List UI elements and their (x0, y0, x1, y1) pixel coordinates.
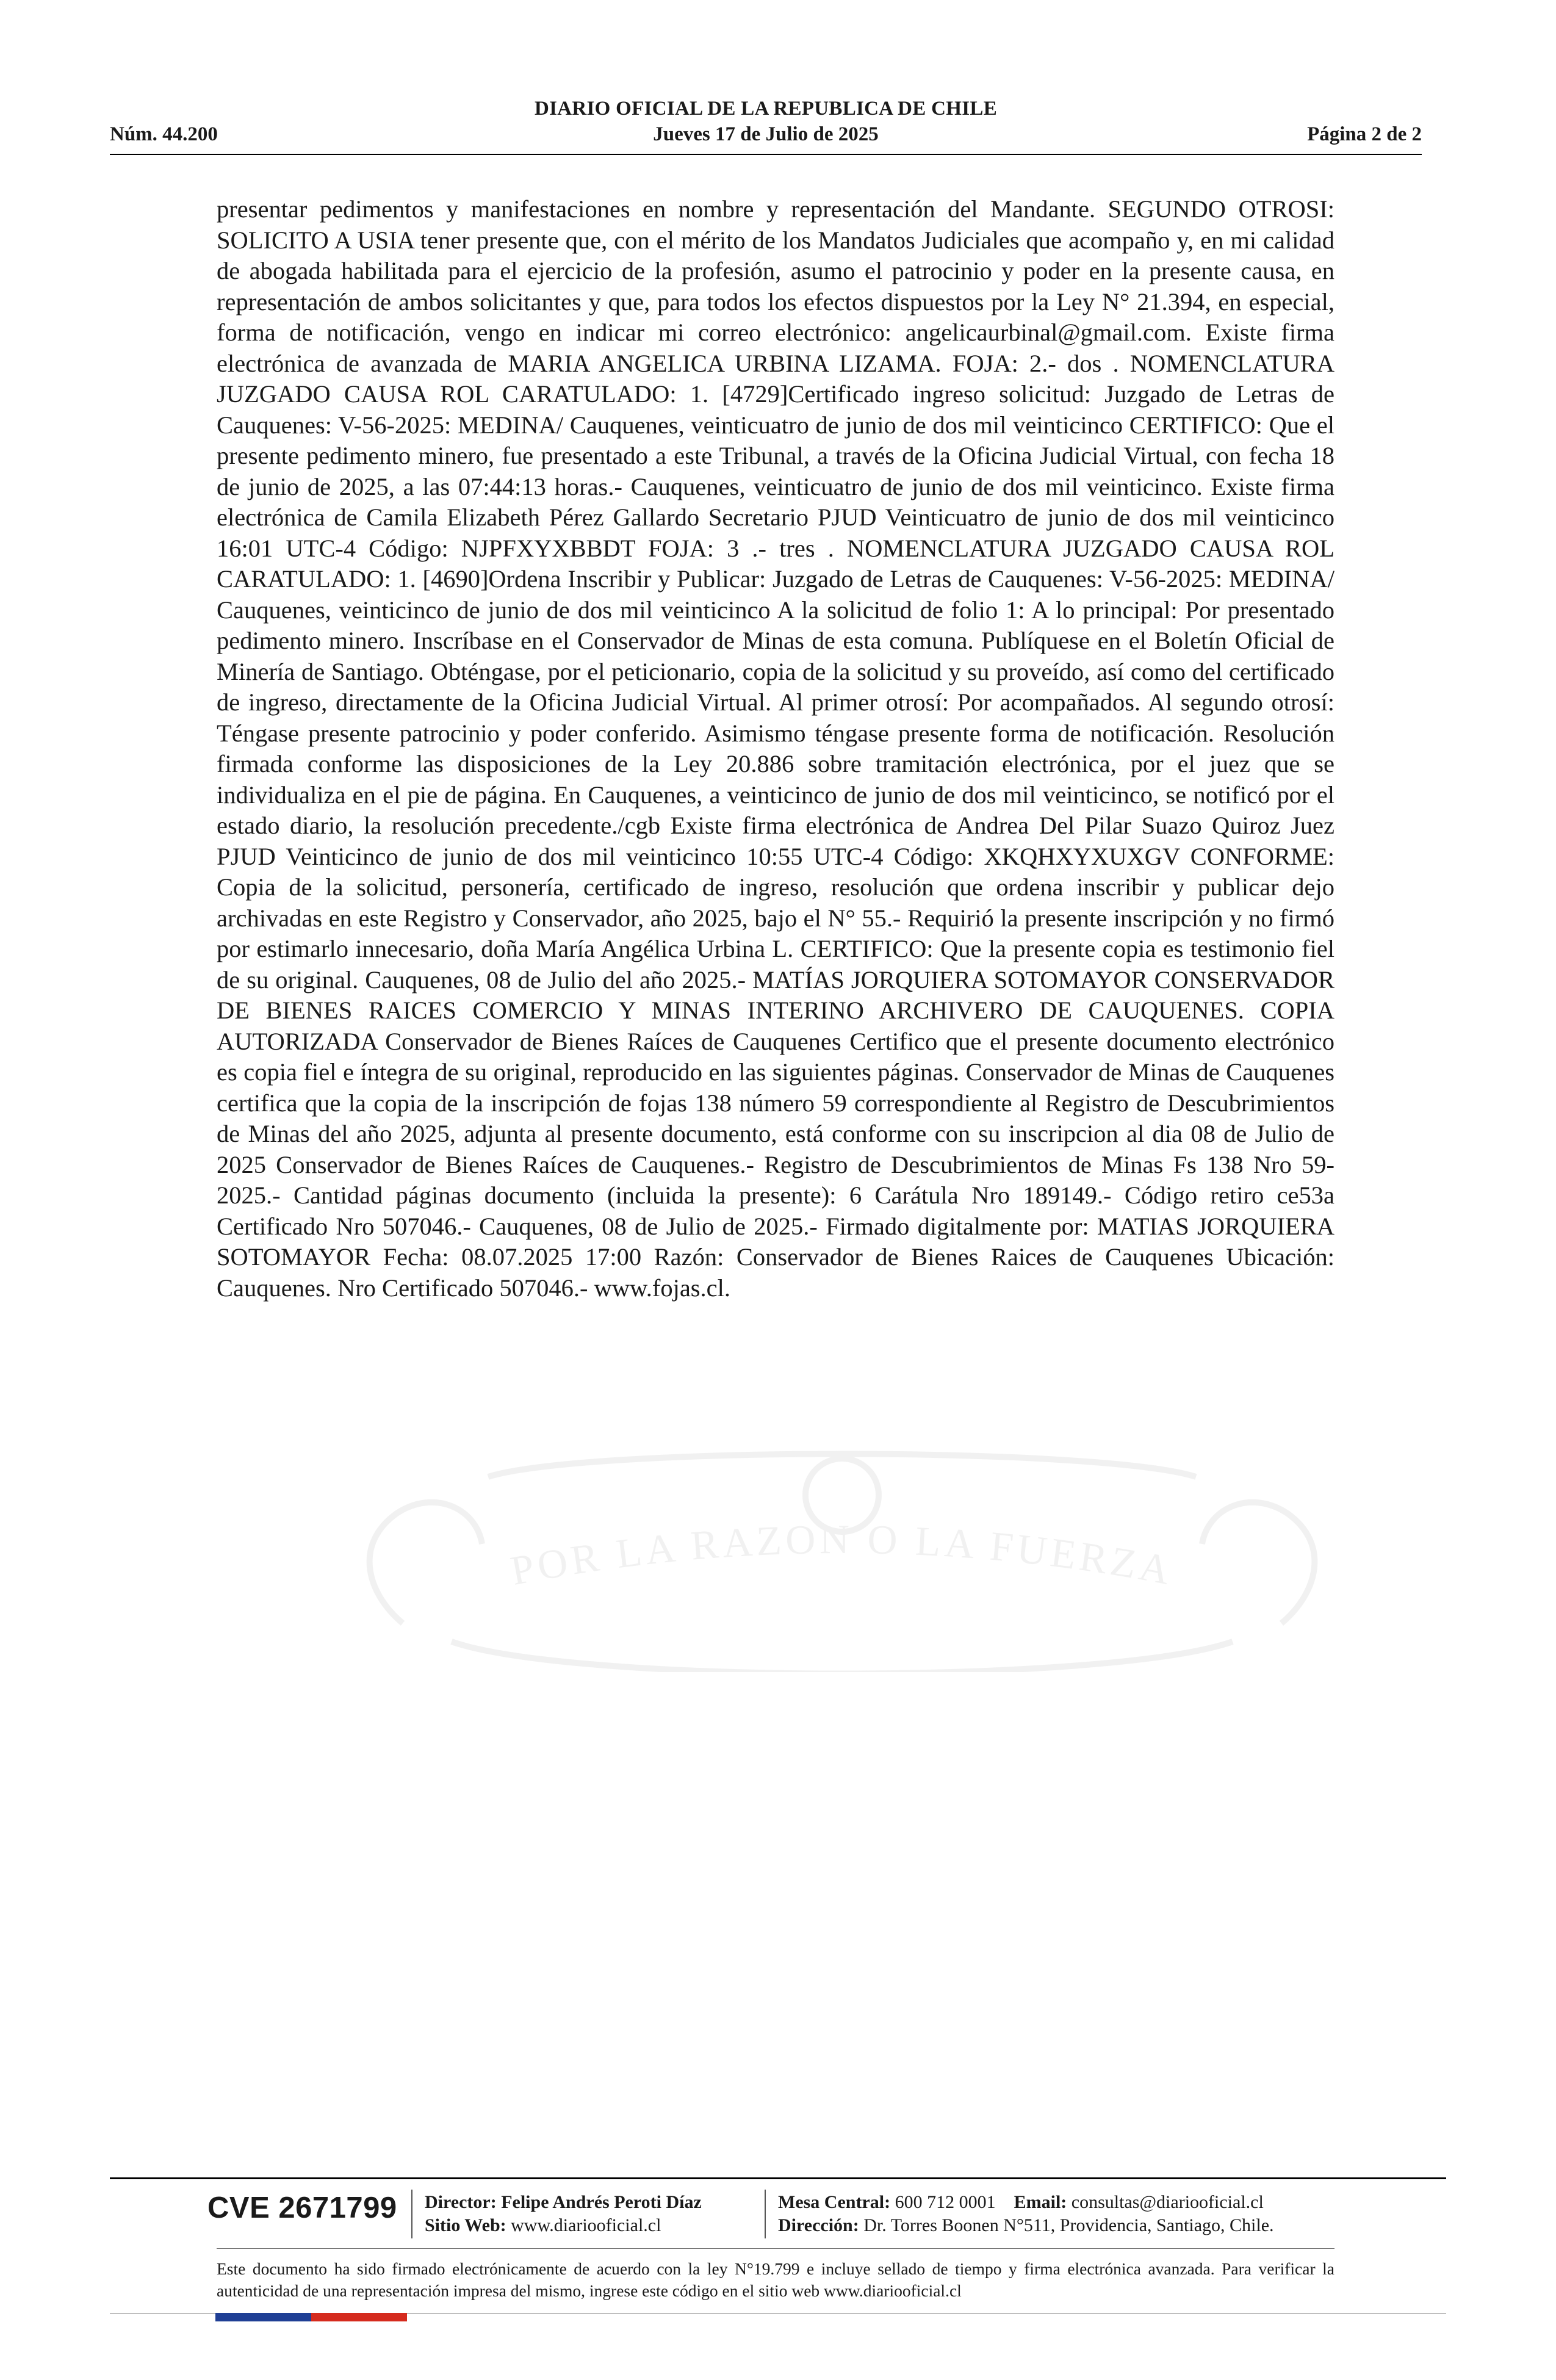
publication-title: DIARIO OFICIAL DE LA REPUBLICA DE CHILE (534, 98, 998, 120)
footer-divider-mid (217, 2248, 1334, 2249)
header-divider (110, 154, 1422, 155)
page-header (110, 93, 1422, 154)
flag-stripe-red (311, 2313, 407, 2321)
email-label: Email: (1014, 2192, 1067, 2212)
email-link[interactable]: consultas@diariooficial.cl (1071, 2192, 1264, 2212)
coat-of-arms-watermark (330, 1440, 1355, 1672)
phone-number: 600 712 0001 (895, 2192, 996, 2212)
issue-date: Jueves 17 de Julio de 2025 (653, 123, 879, 145)
footer-separator (411, 2190, 412, 2238)
footer-divider-top (110, 2177, 1446, 2179)
director-name: Felipe Andrés Peroti Díaz (501, 2192, 702, 2212)
flag-stripe-blue (215, 2313, 311, 2321)
issue-number: Núm. 44.200 (110, 123, 218, 145)
website-label: Sitio Web: (425, 2215, 506, 2235)
website-link[interactable]: www.diariooficial.cl (511, 2215, 661, 2235)
cve-code: CVE 2671799 (207, 2191, 397, 2224)
address-value: Dr. Torres Boonen N°511, Providencia, Santiago, Chile. (863, 2215, 1274, 2235)
phone-label: Mesa Central: (778, 2192, 891, 2212)
page-indicator: Página 2 de 2 (1307, 123, 1422, 145)
watermark-motto: POR LA RAZON O LA FUERZA (506, 1515, 1178, 1594)
footer-director-block (425, 2191, 702, 2237)
address-label: Dirección: (778, 2215, 859, 2235)
director-label: Director: (425, 2192, 497, 2212)
footer-contact-block (778, 2191, 1274, 2237)
legal-notice: Este documento ha sido firmado electrónicamente de acuerdo con la ley N°19.799 e incluye sellado de tiempo y firma electrónica avanzada. Para verificar la autenticidad de una representación impresa del mismo, ingrese este código en el sitio web www.diariooficial.cl (217, 2259, 1334, 2300)
document-body-text: presentar pedimentos y manifestaciones en nombre y representación del Mandante. SEGUNDO OTROSI: SOLICITO A USIA tener presente que, con el mérito de los Mandatos Judiciales que acompaño y, en mi calidad de abogada habilitada para el ejercicio de la profesión, asumo el patrocinio y poder en la presente causa, en representación de ambos solicitantes y que, para todos los efectos dispuestos por la Ley N° 21.394, en especial, forma de notificación, vengo en indicar mi correo electrónico: angelicaurbinal@gmail.com. Existe firma electrónica de avanzada de MARIA ANGELICA URBINA LIZAMA. FOJA: 2.- dos . NOMENCLATURA JUZGADO CAUSA ROL CARATULADO: 1. [4729]Certificado ingreso solicitud: Juzgado de Letras de Cauquenes: V-56-2025: MEDINA/ Cauquenes, veinticuatro de junio de dos mil veinticinco CERTIFICO: Que el presente pedimento minero, fue presentado a este Tribunal, a través de la Oficina Judicial Virtual, con fecha 18 de junio de 2025, a las 07:44:13 horas.- Cauquenes, veinticuatro de junio de dos mil veinticinco. Existe firma electrónica de Camila Elizabeth Pérez Gallardo Secretario PJUD Veinticuatro de junio de dos mil veinticinco 16:01 UTC-4 Código: NJPFXYXBBDT FOJA: 3 .- tres . NOMENCLATURA JUZGADO CAUSA ROL CARATULADO: 1. [4690]Ordena Inscribir y Publicar: Juzgado de Letras de Cauquenes: V-56-2025: MEDINA/ Cauquenes, veinticinco de junio de dos mil veinticinco A la solicitud de folio 1: A lo principal: Por presentado pedimento minero. Inscríbase en el Conservador de Minas de esta comuna. Publíquese en el Boletín Oficial de Minería de Santiago. Obténgase, por el peticionario, copia de la solicitud y su proveído, así como del certificado de ingreso, directamente de la Oficina Judicial Virtual. Al primer otrosí: Por acompañados. Al segundo otrosí: Téngase presente patrocinio y poder conferido. Asimismo téngase presente forma de notificación. Resolución firmada conforme las disposiciones de la Ley 20.886 sobre tramitación electrónica, por el juez que se individualiza en el pie de página. En Cauquenes, a veinticinco de junio de dos mil veinticinco, se notificó por el estado diario, la resolución precedente./cgb Existe firma electrónica de Andrea Del Pilar Suazo Quiroz Juez PJUD Veinticinco de junio de dos mil veinticinco 10:55 UTC-4 Código: XKQHXYXUXGV CONFORME: Copia de la solicitud, personería, certificado de ingreso, resolución que ordena inscribir y publicar dejo archivadas en este Registro y Conservador, año 2025, bajo el N° 55.- Requirió la presente inscripción y no firmó por estimarlo innecesario, doña María Angélica Urbina L. CERTIFICO: Que la presente copia es testimonio fiel de su original. Cauquenes, 08 de Julio del año 2025.- MATÍAS JORQUIERA SOTOMAYOR CONSERVADOR DE BIENES RAICES COMERCIO Y MINAS INTERINO ARCHIVERO DE CAUQUENES. COPIA AUTORIZADA Conservador de Bienes Raíces de Cauquenes Certifico que el presente documento electrónico es copia fiel e íntegra de su original, reproducido en las siguientes páginas. Conservador de Minas de Cauquenes certifica que la copia de la inscripción de fojas 138 número 59 correspondiente al Registro de Descubrimientos de Minas del año 2025, adjunta al presente documento, está conforme con su inscripcion al dia 08 de Julio de 2025 Conservador de Bienes Raíces de Cauquenes.- Registro de Descubrimientos de Minas Fs 138 Nro 59-2025.- Cantidad páginas documento (incluida la presente): 6 Carátula Nro 189149.- Código retiro ce53a Certificado Nro 507046.- Cauquenes, 08 de Julio de 2025.- Firmado digitalmente por: MATIAS JORQUIERA SOTOMAYOR Fecha: 08.07.2025 17:00 Razón: Conservador de Bienes Raices de Cauquenes Ubicación: Cauquenes. Nro Certificado 507046.- www.fojas.cl. (217, 195, 1334, 1302)
footer-separator (765, 2190, 766, 2238)
